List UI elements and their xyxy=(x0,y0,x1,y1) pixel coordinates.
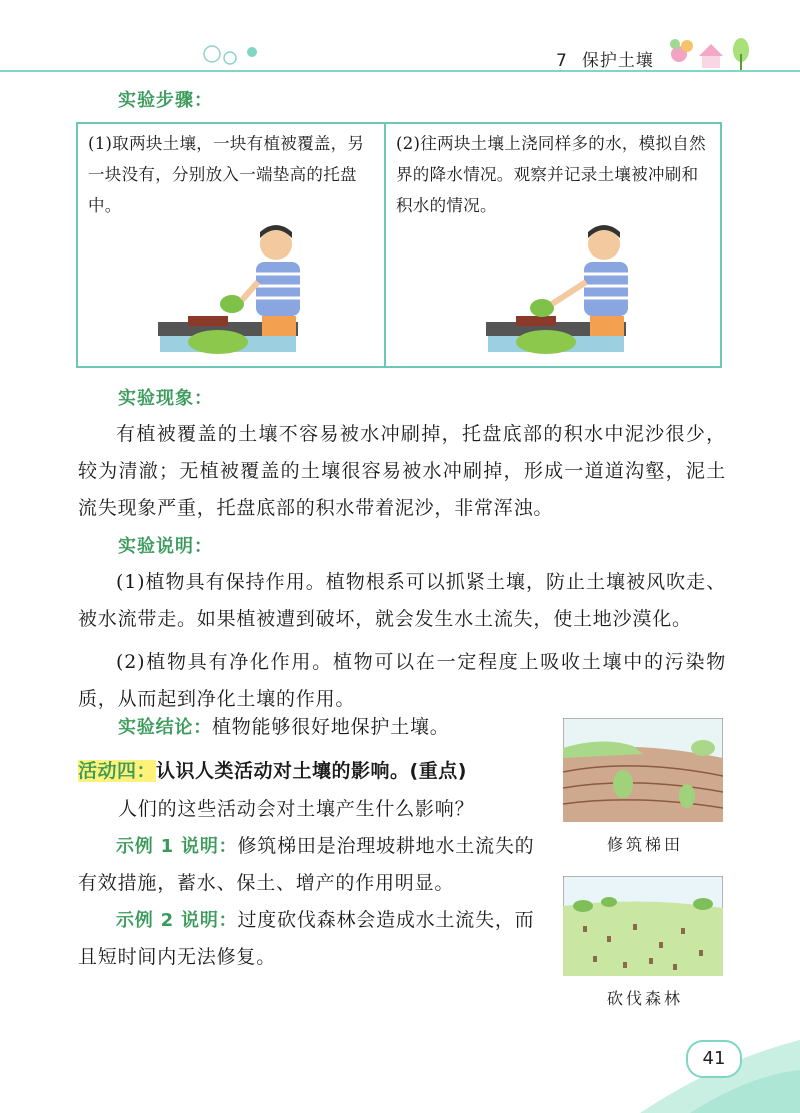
activity-text: 认识人类活动对土壤的影响。(重点) xyxy=(156,760,467,782)
explanation-1: (1)植物具有保持作用。植物根系可以抓紧土壤，防止土壤被风吹走、被水流带走。如果植被遭到破坏，就会发生水土流失，使土地沙漠化。 xyxy=(78,571,726,630)
activity-heading xyxy=(78,756,467,783)
activity-question: 人们的这些活动会对土壤产生什么影响？ xyxy=(118,798,475,820)
deforestation-image xyxy=(563,876,723,976)
steps-divider xyxy=(384,124,386,366)
example-2-label: 示例 2 说明： xyxy=(116,910,238,931)
phenomenon-heading: 实验现象： xyxy=(118,388,213,409)
boy-watering-illustration-2 xyxy=(486,224,666,354)
example-2-text: 过度砍伐森林会造成水土流失，而且短时间内无法修复。 xyxy=(78,909,535,968)
chapter-title: 保护土壤 xyxy=(581,51,654,71)
example-1-text: 修筑梯田是治理坡耕地水土流失的有效措施，蓄水、保土、增产的作用明显。 xyxy=(78,835,535,894)
example-1-label: 示例 1 说明： xyxy=(116,836,238,857)
boy-watering-illustration-1 xyxy=(158,224,338,354)
explanation-heading: 实验说明： xyxy=(118,536,213,557)
flower-house-icon xyxy=(665,34,755,74)
conclusion-label: 实验结论： xyxy=(118,717,212,738)
terrace-caption: 修筑梯田 xyxy=(607,835,684,854)
example-1 xyxy=(78,828,546,902)
step-1-text: (1)取两块土壤，一块有植被覆盖，另一块没有，分别放入一端垫高的托盘中。 xyxy=(88,134,365,215)
chapter-heading xyxy=(556,46,654,71)
explanation-2: (2)植物具有净化作用。植物可以在一定程度上吸收土壤中的污染物质，从而起到净化土壤的作用。 xyxy=(78,651,726,710)
deforestation-caption: 砍伐森林 xyxy=(607,989,684,1008)
steps-heading: 实验步骤： xyxy=(118,90,213,111)
example-2 xyxy=(78,902,546,976)
chapter-number: 7 xyxy=(556,51,568,71)
activity-label: 活动四： xyxy=(78,760,157,782)
terrace-field-image xyxy=(563,718,723,822)
phenomenon-paragraph xyxy=(78,416,726,527)
phenomenon-text: 有植被覆盖的土壤不容易被水冲刷掉，托盘底部的积水中泥沙很少，较为清澈；无植被覆盖的土壤很容易被水冲刷掉，形成一道道沟壑，泥土流失现象严重，托盘底部的积水带着泥沙，非常浑浊。 xyxy=(78,423,726,519)
page-number: 41 xyxy=(686,1040,742,1078)
bubbles-icon xyxy=(200,40,270,70)
explanation-paragraphs xyxy=(78,564,726,718)
conclusion-text: 植物能够很好地保护土壤。 xyxy=(212,716,450,738)
conclusion-line xyxy=(118,712,450,739)
steps-table xyxy=(76,122,722,368)
step-2-text: (2)往两块土壤上浇同样多的水，模拟自然界的降水情况。观察并记录土壤被冲刷和积水的情况。 xyxy=(396,134,706,215)
